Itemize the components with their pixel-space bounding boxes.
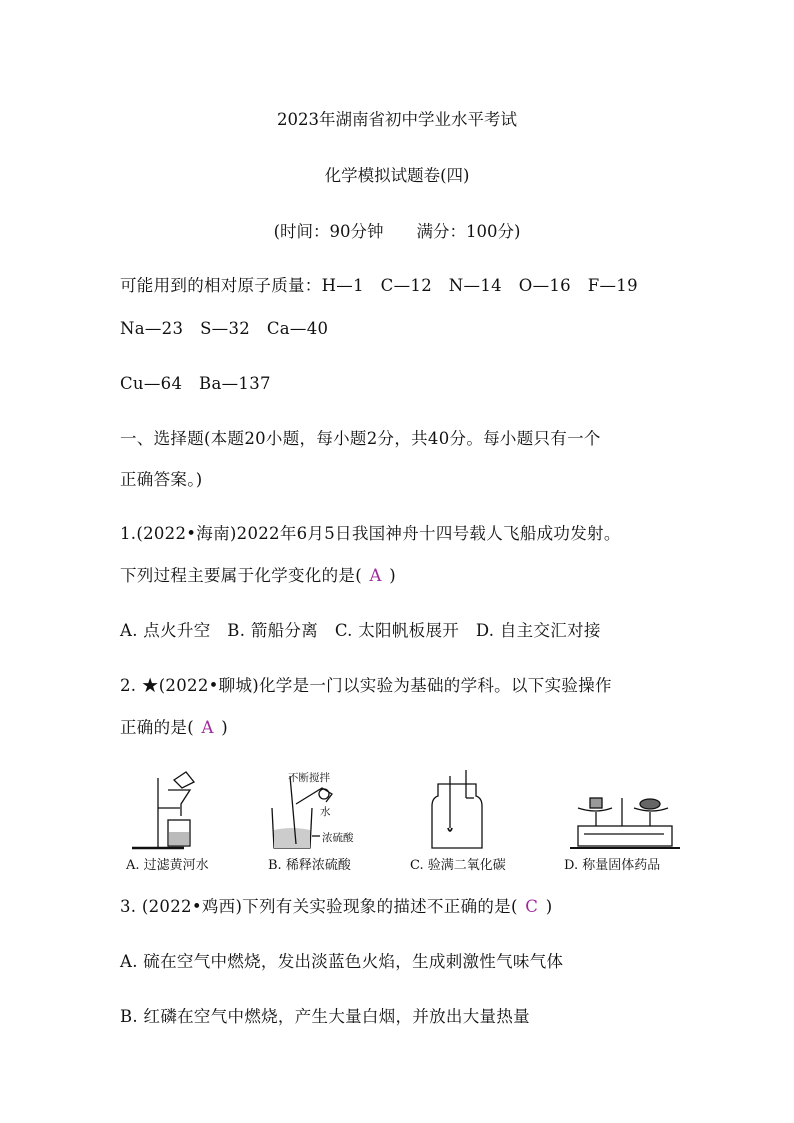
question-1-close-paren: ) <box>389 566 396 585</box>
question-2-prompt-text: 正确的是( <box>120 718 194 737</box>
figure-d-caption: D. 称量固体药品 <box>564 858 661 873</box>
section-heading-line-1: 一、选择题(本题20小题，每小题2分，共40分。每小题只有一个 <box>120 429 601 448</box>
figure-a-filtration <box>124 768 234 873</box>
figure-c-co2-test <box>410 768 530 873</box>
figure-a-caption: A. 过滤黄河水 <box>126 858 209 873</box>
atomic-mass-line-2: Na—23 S—32 Ca—40 <box>120 319 329 338</box>
question-2-stem: 2. ★(2022•聊城)化学是一门以实验为基础的学科。以下实验操作 <box>120 676 612 695</box>
question-3-close-paren: ) <box>545 897 553 916</box>
question-3-option-b: B. 红磷在空气中燃烧，产生大量白烟，并放出大量热量 <box>120 1007 530 1026</box>
question-1-answer: A <box>369 566 382 585</box>
figure-b-water-label: 水 <box>320 806 331 818</box>
question-2-answer: A <box>201 718 214 737</box>
filtration-apparatus-icon <box>124 768 234 853</box>
balance-icon <box>564 768 684 853</box>
exam-subtitle: 化学模拟试题卷(四) <box>324 166 470 185</box>
gas-bottle-icon <box>410 768 530 853</box>
figure-b-dilution <box>266 768 396 873</box>
figure-b-caption: B. 稀释浓硫酸 <box>268 858 351 873</box>
question-1-stem: 1.(2022•海南)2022年6月5日我国神舟十四号载人飞船成功发射。 <box>120 524 621 543</box>
question-3-stem <box>120 893 553 917</box>
question-3-answer: C <box>525 897 539 916</box>
figure-b-acid-label: 浓硫酸 <box>322 832 354 844</box>
figure-c-caption: C. 验满二氧化碳 <box>410 858 506 873</box>
figure-d-weighing <box>564 768 684 873</box>
section-heading-line-2: 正确答案。) <box>120 470 203 489</box>
figure-b-stir-label: 不断搅拌 <box>288 772 330 784</box>
question-2-close-paren: ) <box>221 718 228 737</box>
atomic-mass-line-3: Cu—64 Ba—137 <box>120 374 271 393</box>
atomic-mass-line-1: 可能用到的相对原子质量：H—1 C—12 N—14 O—16 F—19 <box>120 276 638 295</box>
question-1-prompt-text: 下列过程主要属于化学变化的是( <box>120 566 362 585</box>
question-1-options: A. 点火升空 B. 箭船分离 C. 太阳帆板展开 D. 自主交汇对接 <box>120 621 601 640</box>
exam-title: 2023年湖南省初中学业水平考试 <box>277 110 517 129</box>
question-1-prompt <box>120 562 396 586</box>
exam-time-info: (时间：90分钟 满分：100分) <box>273 222 521 241</box>
question-2-prompt <box>120 714 228 738</box>
question-3-option-a: A. 硫在空气中燃烧，发出淡蓝色火焰，生成刺激性气味气体 <box>120 952 564 971</box>
question-3-prompt-text: 3. (2022•鸡西)下列有关实验现象的描述不正确的是( <box>120 897 518 916</box>
